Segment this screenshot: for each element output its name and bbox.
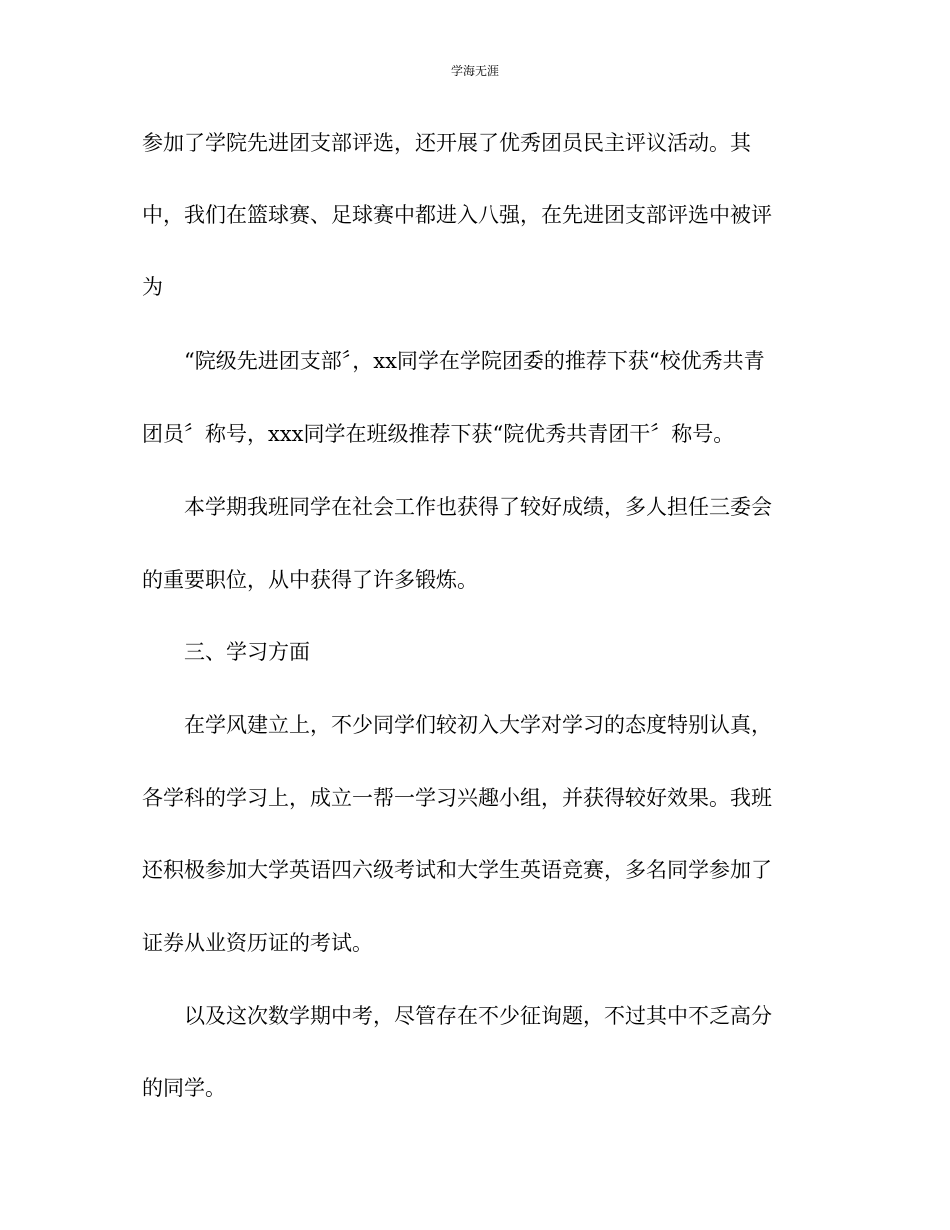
body-text-line: 团员〞称号，xxx同学在班级推荐下获“院优秀共青团干〞称号。 [142, 422, 735, 446]
body-text-line: 参加了学院先进团支部评选，还开展了优秀团员民主评议活动。其 [142, 131, 751, 155]
body-text-line: 还积极参加大学英语四六级考试和大学生英语竞赛，多名同学参加了 [142, 858, 772, 882]
body-text-line: 本学期我班同学在社会工作也获得了较好成绩，多人担任三委会 [184, 495, 772, 519]
body-text-line: 证券从业资历证的考试。 [142, 931, 373, 955]
body-text-line: 各学科的学习上，成立一帮一学习兴趣小组，并获得较好效果。我班 [142, 786, 772, 810]
body-text-line: “院级先进团支部〞，xx同学在学院团委的推荐下获“校优秀共青 [184, 349, 765, 373]
body-text-line: 中，我们在篮球赛、足球赛中都进入八强，在先进团支部评选中被评 [142, 203, 772, 227]
body-text-line: 的重要职位，从中获得了许多锻炼。 [142, 568, 478, 592]
section-heading: 三、学习方面 [184, 640, 310, 664]
body-text-line: 的同学。 [142, 1076, 226, 1100]
body-text-line: 在学风建立上，不少同学们较初入大学对学习的态度特别认真， [184, 713, 772, 737]
page-header: 学海无涯 [450, 64, 499, 78]
body-text-line: 以及这次数学期中考，尽管存在不少征询题，不过其中不乏高分 [184, 1004, 772, 1028]
body-text-line: 为 [142, 275, 163, 299]
